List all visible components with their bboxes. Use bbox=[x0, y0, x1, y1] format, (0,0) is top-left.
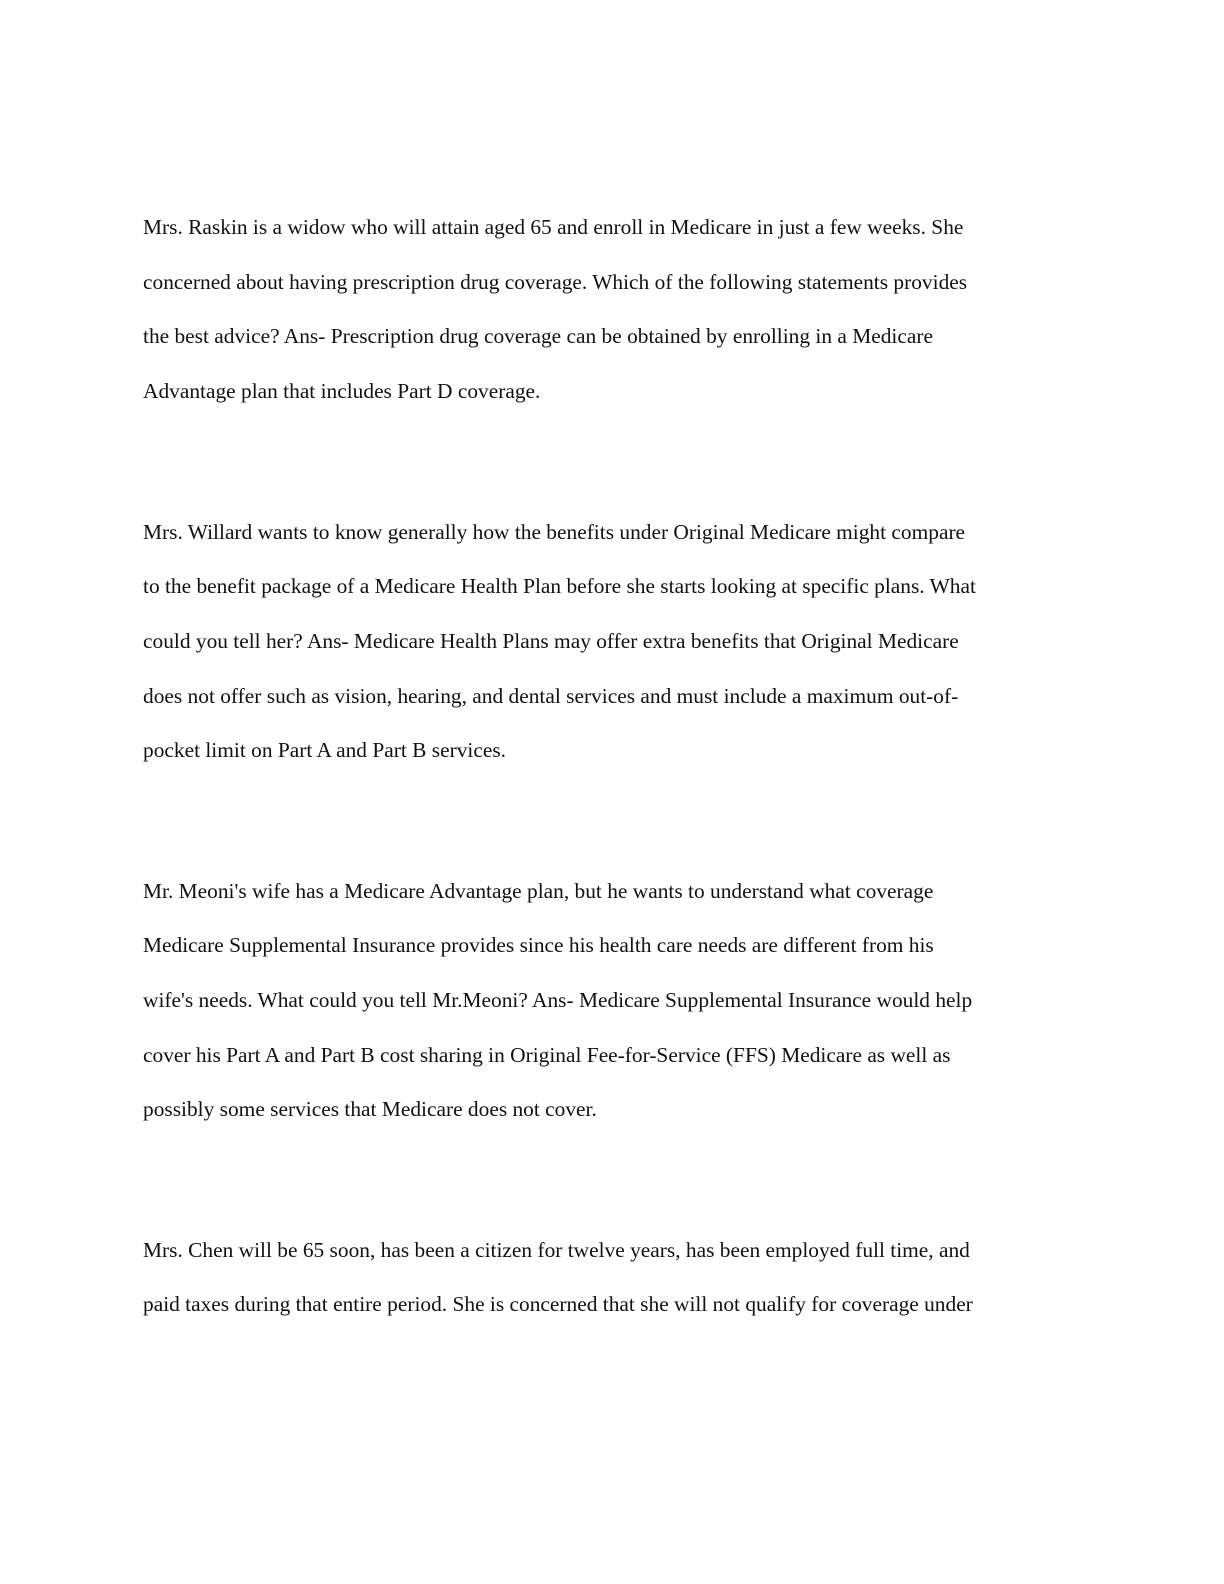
paragraph-line: could you tell her? Ans- Medicare Health Plans may offer extra benefits that Original Medicare bbox=[143, 629, 959, 653]
paragraph-line: Mrs. Willard wants to know generally how the benefits under Original Medicare might compare bbox=[143, 520, 966, 544]
paragraph-line: Mr. Meoni's wife has a Medicare Advantage plan, but he wants to understand what coverage bbox=[143, 879, 934, 903]
paragraph-line: to the benefit package of a Medicare Health Plan before she starts looking at specific plans. What bbox=[143, 574, 976, 598]
paragraph-line: concerned about having prescription drug coverage. Which of the following statements provides bbox=[143, 270, 968, 294]
paragraph-line: does not offer such as vision, hearing, and dental services and must include a maximum out-of- bbox=[143, 684, 959, 708]
paragraph-line: cover his Part A and Part B cost sharing in Original Fee-for-Service (FFS) Medicare as well as bbox=[143, 1043, 951, 1067]
paragraph-line: wife's needs. What could you tell Mr.Meoni? Ans- Medicare Supplemental Insurance would help bbox=[143, 988, 973, 1012]
paragraph-line: the best advice? Ans- Prescription drug coverage can be obtained by enrolling in a Medicare bbox=[143, 324, 933, 348]
paragraph-line: Medicare Supplemental Insurance provides since his health care needs are different from his bbox=[143, 933, 934, 957]
paragraph-line: possibly some services that Medicare does not cover. bbox=[143, 1097, 597, 1121]
paragraph-line: Mrs. Chen will be 65 soon, has been a citizen for twelve years, has been employed full time, and bbox=[143, 1238, 970, 1262]
paragraph-line: Mrs. Raskin is a widow who will attain aged 65 and enroll in Medicare in just a few weeks. She bbox=[143, 215, 964, 239]
paragraph-line: paid taxes during that entire period. She is concerned that she will not qualify for coverage under bbox=[143, 1292, 973, 1316]
paragraph-line: Advantage plan that includes Part D coverage. bbox=[143, 379, 541, 403]
paragraph-line: pocket limit on Part A and Part B services. bbox=[143, 738, 506, 762]
